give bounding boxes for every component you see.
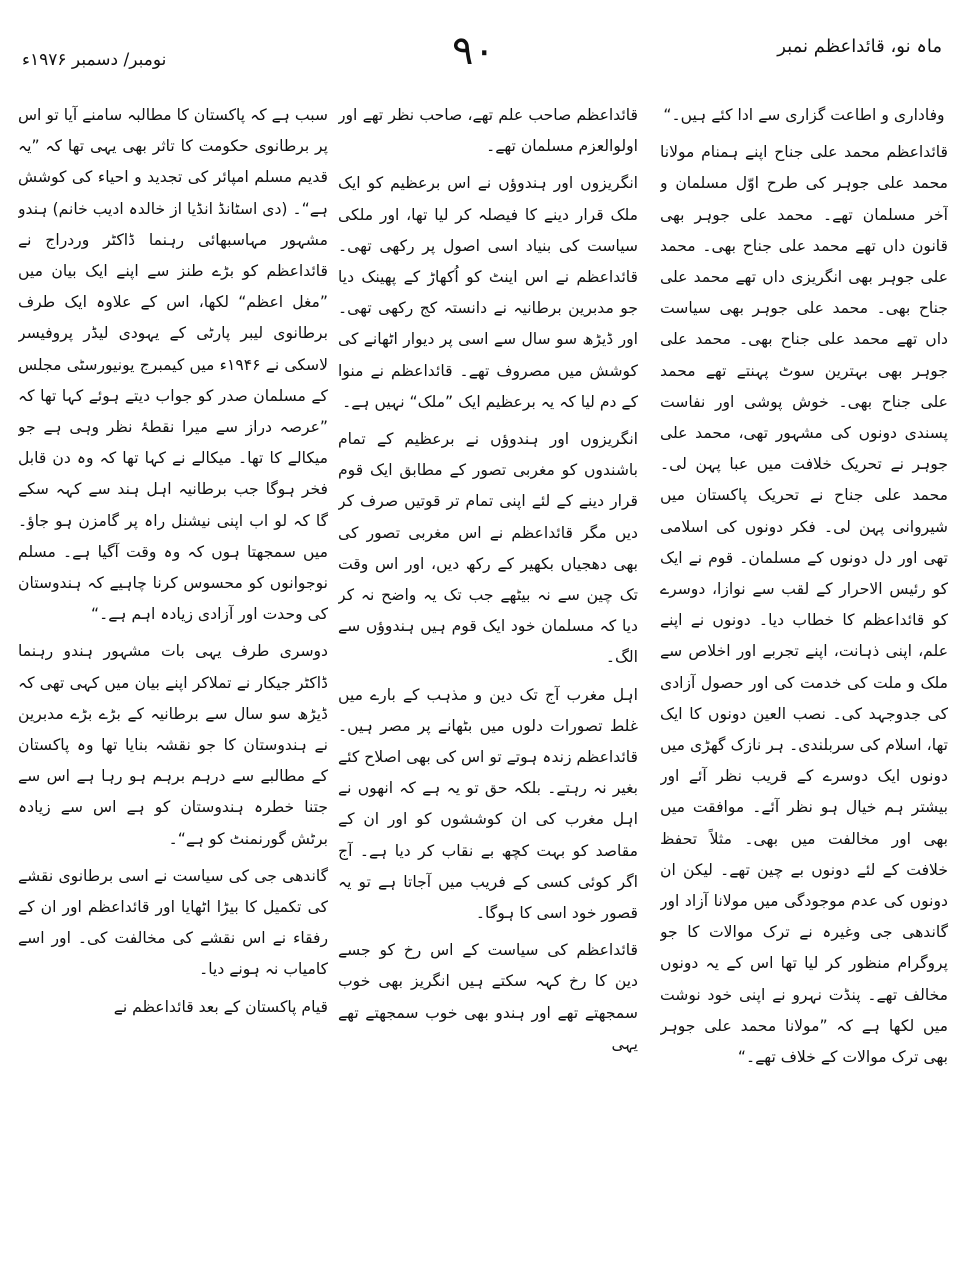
column-middle bbox=[338, 100, 638, 1250]
column-left bbox=[18, 100, 328, 1250]
paragraph: انگریزوں اور ہندوؤں نے اس برعظیم کو ایک ملک قرار دینے کا فیصلہ کر لیا تھا، اور ملکی سیاست کی بنیاد اسی اصول پر رکھی تھی۔ قائداعظم نے اس اینٹ کو اُکھاڑ کے پھینک دیا جو مدبرین برطانیہ نے دانستہ کج رکھی تھی۔ اور ڈیڑھ سو سال سے اسی پر دیوار اٹھانے کی کوشش میں مصروف تھے۔ قائداعظم نے منوا کے دم لیا کہ یہ برعظیم ایک ”ملک“ نہیں ہے۔ bbox=[338, 174, 638, 411]
paragraph: انگریزوں اور ہندوؤں نے برعظیم کے تمام باشندوں کو مغربی تصور کے مطابق ایک قوم قرار دینے کے لئے اپنی تمام تر قوتیں صرف کر دیں مگر قائداعظم نے اس مغربی تصور کی بھی دھجیاں بکھیر کے رکھ دیں، اور اس وقت تک چین سے نہ بیٹھے جب تک یہ واضح نہ کر دیا کہ مسلمان خود ایک قوم ہیں ہندوؤں سے الگ۔ bbox=[338, 430, 638, 667]
paragraph: قائداعظم محمد علی جناح اپنے ہمنام مولانا محمد علی جوہر کی طرح اوّل مسلمان و آخر مسلمان تھے۔ محمد علی جوہر بھی قانون داں تھے محمد علی جناح بھی۔ محمد علی جوہر بھی انگریزی داں تھے محمد علی جناح بھی۔ محمد علی جوہر بھی سیاست داں تھے محمد علی جناح بھی۔ محمد علی جوہر بھی بہترین سوٹ پہنتے تھے محمد علی جناح بھی۔ خوش پوشی اور نفاست پسندی دونوں کی مشہور تھی، محمد علی جوہر نے تحریک خلافت میں عبا پہن لی۔ محمد علی جناح نے تحریک پاکستان میں شیروانی پہن لی۔ فکر دونوں کی اسلامی تھی اور دل دونوں کے مسلمان۔ قوم نے ایک کو رئیس الاحرار کے لقب سے نوازا، دوسرے کو قائداعظم کا خطاب دیا۔ دونوں نے اپنے علم، اپنی ذہانت، اپنے تجربے اور اخلاص سے ملک و ملت کی خدمت کی اور حصول آزادی کی جدوجہد کی۔ نصب العین دونوں کا ایک تھا، اسلام کی سربلندی۔ ہر نازک گھڑی میں دونوں ایک دوسرے کے قریب نظر آئے اور بیشتر ہم خیال ہو نظر آئے۔ موافقت میں بھی اور مخالفت میں بھی۔ مثلاً تحفظ خلافت کے لئے دونوں بے چین تھے۔ لیکن ان دونوں کی عدم موجودگی میں مولانا آزاد اور گاندھی جی وغیرہ نے ترک موالات کا جو پروگرام منظور کر لیا تھا اس کے یہ دونوں مخالف تھے۔ پنڈت نہرو نے اپنی خود نوشت میں لکھا ہے کہ ”مولانا محمد علی جوہر بھی ترک موالات کے خلاف تھے۔“ bbox=[660, 143, 948, 1067]
page-header bbox=[0, 28, 968, 88]
paragraph: دوسری طرف یہی بات مشہور ہندو رہنما ڈاکٹر جیکار نے تملاکر اپنے بیان میں کہی تھی کہ ڈیڑھ سو سال سے برطانیہ کے بڑے بڑے مدبرین نے ہندوستان کا جو نقشہ بنایا تھا وہ پاکستان کے مطالبے سے درہم برہم ہو رہا ہے اس سے جتنا خطرہ ہندوستان کو ہے اس سے زیادہ برٹش گورنمنٹ کو ہے“۔ bbox=[18, 642, 328, 848]
magazine-title: ماہ نو، قائداعظم نمبر bbox=[777, 36, 942, 57]
paragraph: قائداعظم کی سیاست کے اس رخ کو جسے دین کا رخ کہہ سکتے ہیں انگریز بھی خوب سمجھتے تھے اور ہندو بھی خوب سمجھتے تھے یہی bbox=[338, 941, 638, 1053]
paragraph: قیام پاکستان کے بعد قائداعظم نے bbox=[113, 997, 328, 1016]
paragraph: گاندھی جی کی سیاست نے اسی برطانوی نقشے کی تکمیل کا بیڑا اٹھایا اور قائداعظم اور ان کے رفقاء نے اس نقشے کی مخالفت کی۔ اور اسے کامیاب نہ ہونے دیا۔ bbox=[18, 866, 328, 979]
page-number: ۹۰ bbox=[452, 28, 495, 74]
paragraph: وفاداری و اطاعت گزاری سے ادا کئے ہیں۔“ bbox=[663, 106, 945, 124]
column-right bbox=[660, 100, 948, 1250]
paragraph: قائداعظم صاحب علم تھے، صاحب نظر تھے اور اولوالعزم مسلمان تھے۔ bbox=[338, 106, 638, 156]
paragraph: اہل مغرب آج تک دین و مذہب کے بارے میں غلط تصورات دلوں میں بٹھانے پر مصر ہیں۔ قائداعظم زندہ ہوتے تو اس کی بھی اصلاح کئے بغیر نہ رہتے۔ بلکہ حق تو یہ ہے کہ انھوں نے اہل مغرب کی ان کوششوں کو اور ان کے مقاصد کو بہت کچھ بے نقاب کر دیا ہے۔ آج اگر کوئی کسی کے فریب میں آجاتا ہے تو یہ قصور خود اسی کا ہوگا۔ bbox=[338, 685, 638, 923]
issue-date: نومبر/ دسمبر ۱۹۷۶ء bbox=[22, 50, 167, 70]
paragraph: سبب ہے کہ پاکستان کا مطالبہ سامنے آیا تو اس پر برطانوی حکومت کا تاثر بھی یہی تھا کہ ”یہ قدیم مسلم امپائر کی تجدید و احیاء کی کوشش ہے“۔ (دی اسٹانڈ انڈیا از خالدہ ادیب خانم) ہندو مشہور مہاسبھائی رہنما ڈاکٹر وردراج نے قائداعظم کو بڑے طنز سے اپنے ایک بیان میں ”مغل اعظم“ لکھا، اس کے علاوہ ایک طرف برطانوی لیبر پارٹی کے یہودی لیڈر پروفیسر لاسکی نے ۱۹۴۶ء میں کیمبرج یونیورسٹی مجلس کے مسلمان صدر کو جواب دیتے ہوئے کہا تھا کہ ”عرصہ دراز سے میرا نقطۂ نظر وہی ہے جو میکالے کا تھا۔ میکالے نے کہا تھا کہ وہ دن قابل فخر ہوگا جب برطانیہ اہل ہند سے کہہ سکے گا کہ لو اب اپنی نیشنل راہ پر گامزن ہو جاؤ۔ میں سمجھتا ہوں کہ وہ وقت آگیا ہے۔ مسلم نوجوانوں کو محسوس کرنا چاہیے کہ ہندوستان کی وحدت اور آزادی زیادہ اہم ہے۔“ bbox=[18, 106, 328, 624]
